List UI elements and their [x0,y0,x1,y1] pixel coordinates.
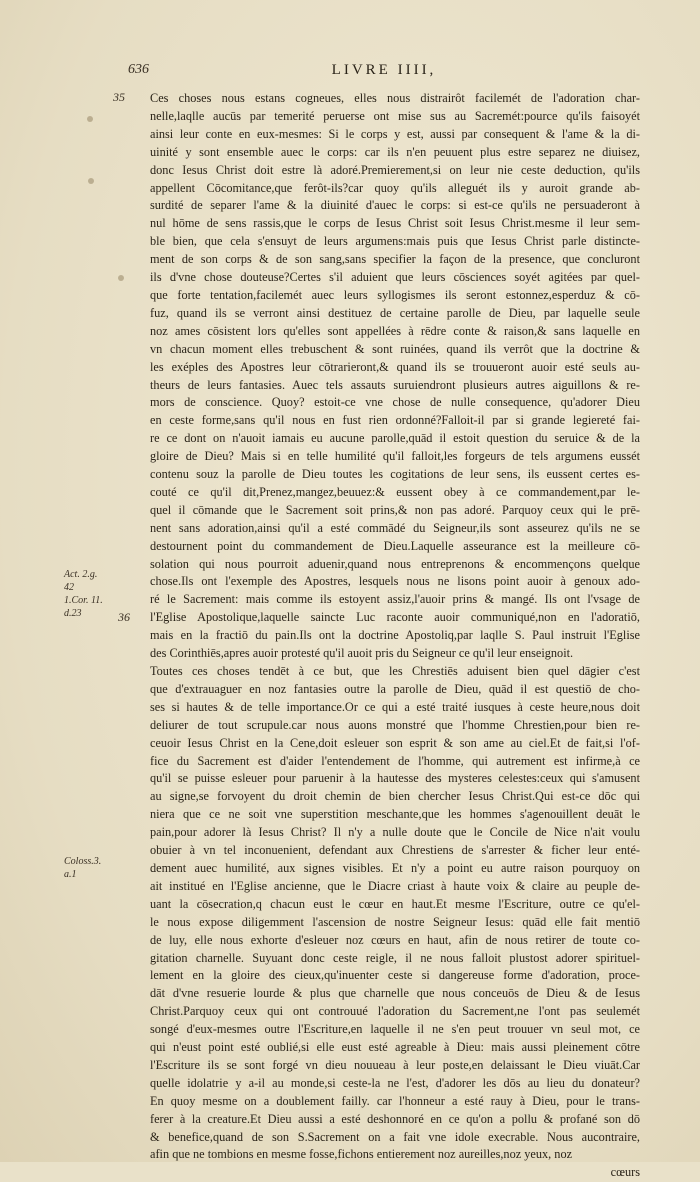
text-line: de luy, elle nous exhorte d'esleuer noz cœurs en haut, afin de nous retirer de toute co- [150,932,640,947]
text-line: le nous expose diligemment l'ascension de nostre Seigneur Iesus: quād elle fait mentiō [150,914,640,929]
text-line: lement en la gloire des cieux,qu'inuenter ceste si dangereuse forme d'adoration, proce- [150,968,640,983]
text-line: pain,pour adorer là Iesus Christ? Il n'y a nulle doute que le Concile de Nice n'ait voulu [150,825,640,840]
text-line: solation qui nous pourroit aduenir,quand nous entreprenons & encommençons quelque [150,556,640,571]
text-line: contenu souz la parolle de Dieu toutes les cogitations de leur sens, ils eussent certes es- [150,467,640,482]
text-line: que forte tentation,facilemét auec leurs syllogismes ils seront estonnez,esperduz & cō- [150,287,640,302]
text-line: mors de conscience. Quoy? estoit-ce vne chose de nulle consequence, qu'adorer Dieu [150,395,640,410]
text-line: l'Escriture ils se sont forgé vn dieu nouueau à leur poste,en delaissant le Dieu viuāt.Car [150,1057,640,1072]
text-line: l'Eglise Apostolique,laquelle saincte Luc raconte auoir communiqué,non en l'adoratiō, [150,610,640,625]
text-line: fuz, quand ils se verront ainsi destituez de certaine parolle de Dieu, par laquelle seule [150,305,640,320]
text-line: des Corinthiēs,apres auoir protesté qu'il auoit pris du Seigneur ce qu'il leur enseignoit. [150,646,574,661]
text-line: mais en la fractiō du pain.Ils ont la doctrine Apostoliq,par laqlle S. Paul instruit l'Eglise [150,628,640,643]
page-header [128,62,640,82]
text-line: En quoy mesme on a doublement failly. car l'honneur a esté rauy à Dieu, pour le trans- [150,1093,640,1108]
text-line: qui n'eust point esté oublié,si elle eust esté agreable à Dieu: mais aussi pleinement cōtre [150,1040,640,1055]
text-line: noz ames cōsistent lors qu'elles sont appellées à rēdre conte & raison,& sans laquelle en [150,323,640,338]
margin-ref-line: 1.Cor. 11. [64,595,103,606]
text-line: ses si hautes & de telle importance.Or ce qui a esté traité iusques à ceste heure,nous doit [150,699,640,714]
text-line: quel il cōmande que le Sacrement soit prins,& non pas adoré. Parquoy ceux qui le prē- [150,502,640,517]
text-line: ment de son corps & de son sang,sans specifier la façon de la presence, que concluront [150,252,640,267]
text-line: que d'extrauaguer en noz fantasies outre la parolle de Dieu, quād il est questiō de cho- [150,681,640,696]
margin-ref-line: d.23 [64,608,82,619]
text-line: ait institué en l'Eglise ancienne, que le Diacre criast à haute voix & claire au peuple de- [150,878,640,893]
margin-ref-line: 42 [64,582,74,593]
text-line: theurs de leurs fantasies. Auec tels assauts suruiendront plusieurs autres aiguillons & re- [150,377,640,392]
text-line: nelle,laqlle aucūs par temerité peruerse ont mise sus au Sacremét:pource qu'ils faisoyét [150,108,640,123]
text-line: qu'il se puisse esleuer pour paruenir à la hautesse des mysteres celestes:ceux qui s'amusent [150,771,640,786]
text-line: re ce dont on n'auoit iamais eu aucune parolle,quād il estoit question du seruice & de la [150,431,640,446]
text-line: donc Iesus Christ doit estre là adoré.Premierement,si on leur nie ceste deduction, qu'ils [150,162,640,177]
text-line: dement auec humilité, aux signes visibles. Et n'y a point eu autre raison pourquoy on [150,860,640,875]
paragraph [138,663,640,1164]
text-line: destournent point du commandement de Dieu.Laquelle asseurance est la meilleure cō- [150,538,640,553]
text-line: & benefice,quand de son S.Sacrement on a fait vne idole execrable. Nous aucontraire, [150,1129,640,1144]
text-line: en ceste forme,sans qu'il nous en fust rien ordonné?Falloit-il par si grande legiereté fai- [150,413,640,428]
text-line: ceuoir Iesus Christ en la Cene,doit esleuer son esprit & son ame au ciel.Et de fait,si l'of- [150,735,640,750]
paragraph [138,90,640,663]
text-line: chose.Ils ont l'exemple des Apostres, lesquels nous ne lisons point auoir à genoux ado- [150,574,640,589]
text-line: gitation charnelle. Suyuant donc ceste reigle, il ne nous falloit plustost adorer spirituel- [150,950,640,965]
running-title: LIVRE IIII, [331,62,437,78]
text-line: vn chacun moment elles trebuschent & sont ruinées, quand ils verrôt que la doctrine & [150,341,640,356]
text-line: les exéples des Apostres leur cōtrarieront,& quand ils se trouueront auoir esté seuls au- [150,359,640,374]
paper-blemish [88,178,94,184]
text-line: Christ.Parquoy ceux qui ont controuué l'adoration du Sacrement,ne l'ont pas seulemét [150,1004,640,1019]
margin-reference [64,855,101,881]
text-line: Toutes ces choses tendēt à ce but, que les Chrestiēs aduisent bien quel dāgier c'est [150,664,640,678]
text-line: niera que ce ne soit vne superstition meschante,que les hommes s'agenouillent deuāt le [150,807,640,822]
paper-blemish [118,275,124,281]
text-line: afin que ne tombions en mesme fosse,fichons entierement noz aureilles,noz yeux, noz [150,1147,573,1162]
text-line: appellent Cōcomitance,que ferôt-ils?car quoy qu'ils alleguét ils y auroit grande ab- [150,180,640,195]
text-line: surdité de separer l'ame & la diuinité d'auec le corps: si est-ce qu'ils ne persuaderont à [150,198,640,213]
text-line: uant la cōsecration,q chacun eust le cœur en haut.Et mesme l'Escriture, outre ce qu'el- [150,896,640,911]
text-line: ils d'vne chose douteuse?Certes s'il aduient que leurs cōsciences soyét agitées par quel- [150,270,640,285]
text-line: songé d'eux-mesmes outre l'Escriture,en laquelle il ne s'en peut trouuer vn seul mot, ce [150,1022,640,1037]
text-line: nul hōme de sens rassis,que le corps de Iesus Christ soit Iesus Christ.mesme il leur sem- [150,216,640,231]
catchword: cœurs [610,1165,640,1180]
text-line: fice du Sacrement est d'aider l'entendement de l'homme, qui autrement est infirme,à ce [150,753,640,768]
text-line: uinité y sont ensemble auec le corps: car ils n'en peuuent plus estre separez ne diuisez, [150,144,640,159]
text-line: deliurer de tout scrupule.car nous auons monstré que l'homme Chrestien,pour bien re- [150,717,640,732]
text-line: nent sans adoration,ainsi qu'il a esté commādé du Seigneur,ils sont asseurez qu'ils ne se [150,520,640,535]
text-line: gloire de Dieu? Mais si en telle humilité qu'il falloit,les forgeurs de tels argumens eussét [150,449,640,464]
text-line: ré le Sacrement: mais comme ils estoyent assiz,l'auoir prins & mangé. Ils ont l'vsage de [150,592,640,607]
text-line: au signe,se forvoyent du droit chemin de bien chercher Iesus Christ.Qui est-ce dōc qui [150,789,640,804]
text-line: dāt d'vne resuerie lourde & plus que charnelle que nous conceuōs de Dieu & de Iesus [150,986,640,1001]
section-number: 36 [118,610,130,624]
text-line: ble bien, que cela s'ensuyt de leurs argumens:mais puis que Iesus Christ parle distincte- [150,234,640,249]
margin-ref-line: Act. 2.g. [64,569,98,580]
text-line: quelle idolatrie y a-il au monde,si ceste-la ne l'est, d'adorer les dōs au lieu du donateur? [150,1075,640,1090]
text-line: ferer à la creature.Et Dieu aussi a esté deshonnoré en ce qu'on a pollu & profané son dō [150,1111,640,1126]
text-line: obuier à vn tel inconuenient, defendant aux Chrestiens de s'arrester & ficher leur enté- [150,843,640,858]
text-line: couté ce qu'il dit,Prenez,mangez,beuuez:& eussent obey à ce commandement,par le- [150,484,640,499]
margin-ref-line: a.1 [64,869,77,880]
text-line: Ces choses nous estans cogneues, elles nous distrairôt facilemét de l'adoration char- [150,91,640,105]
paper-blemish [87,116,93,122]
margin-ref-line: Coloss.3. [64,856,102,867]
body-text [138,90,640,1182]
margin-reference [64,568,103,620]
section-number: 35 [113,90,125,104]
page-number: 636 [128,62,149,77]
text-line: ainsi leur conte en eux-mesmes: Si le corps y est, aussi par consequent & l'ame & la di- [150,126,640,141]
